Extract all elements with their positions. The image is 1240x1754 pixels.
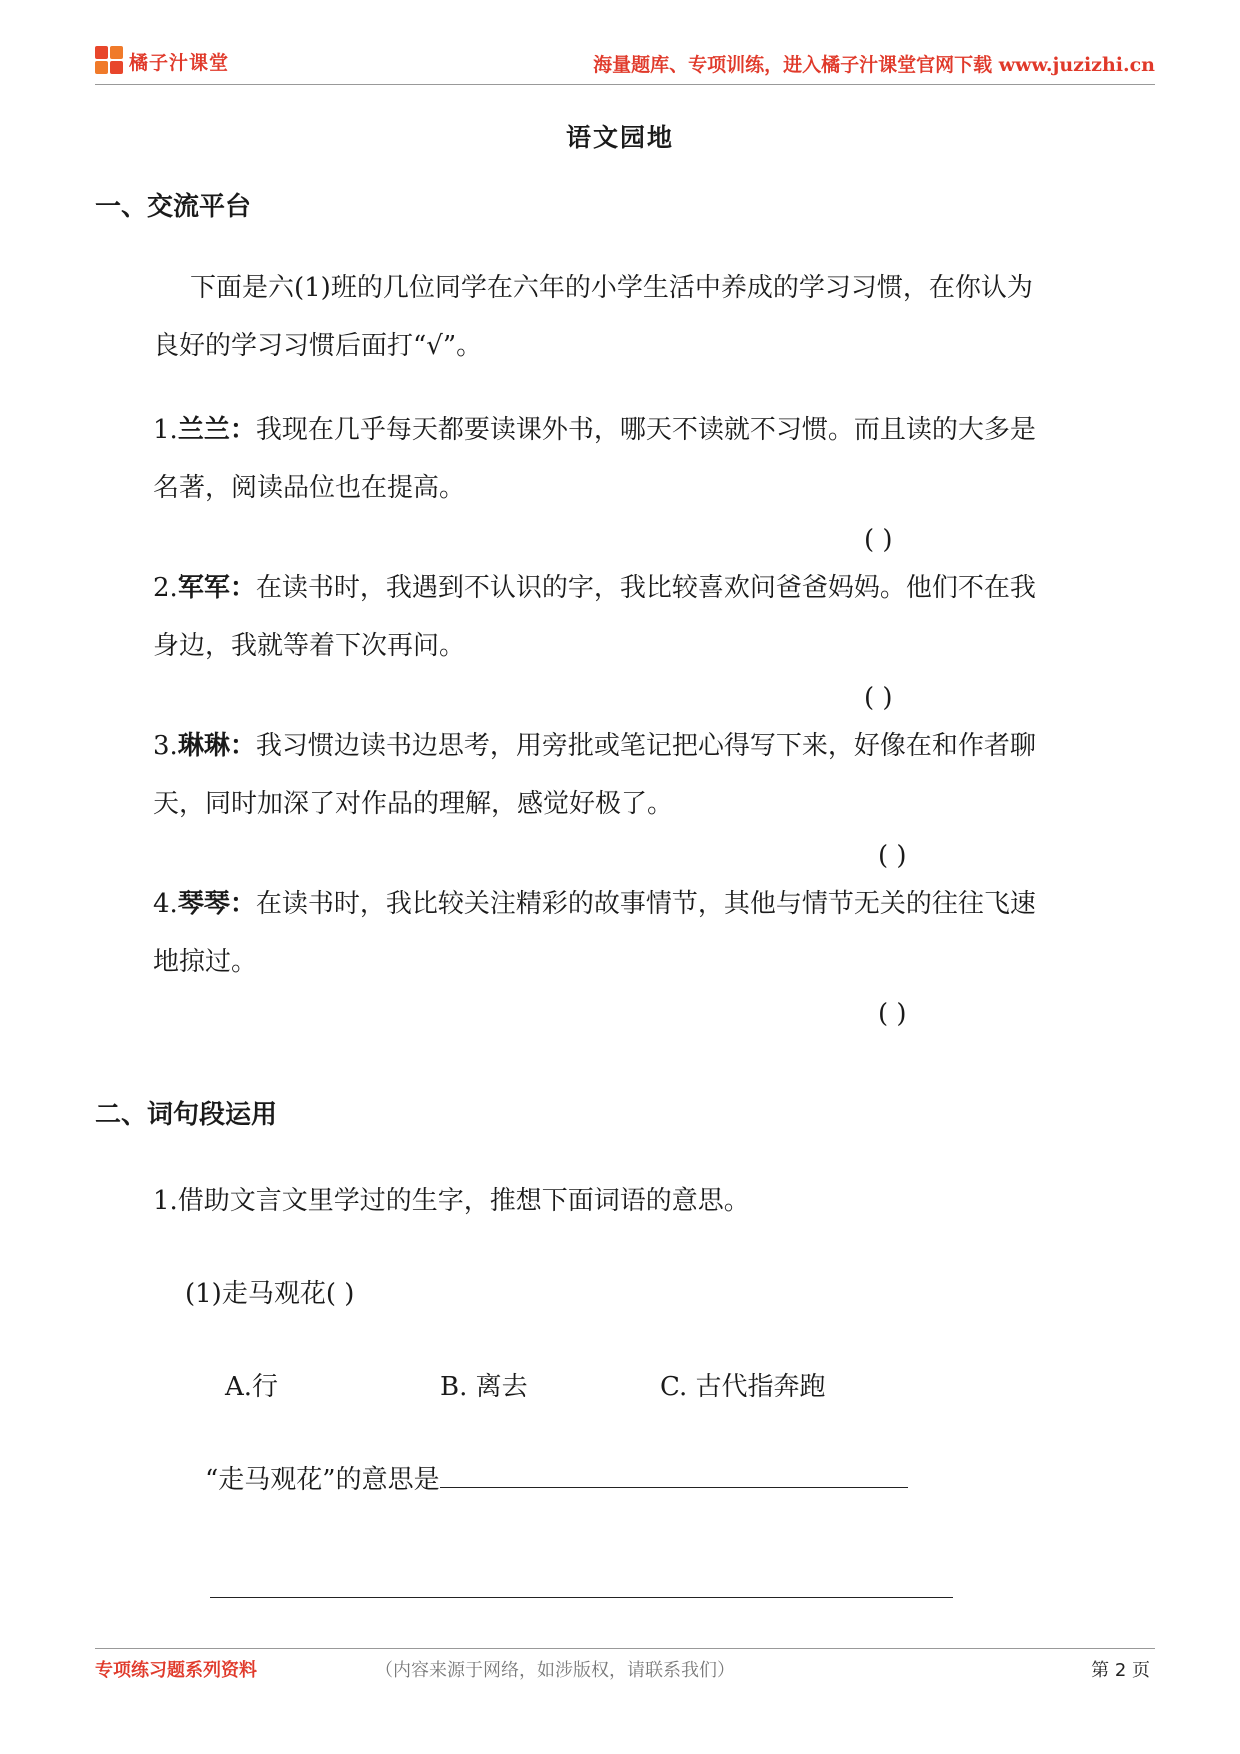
option-a: A.行 (225, 1372, 279, 1402)
meaning-prompt (205, 1451, 908, 1509)
item1-name: 兰兰： (177, 415, 256, 445)
item1-answer-parens[interactable]: ( ) (864, 525, 893, 555)
item4-text: 在读书时，我比较关注精彩的故事情节，其他与情节无关的往往飞速 (255, 889, 1036, 919)
section1-intro-line2: 良好的学习习惯后面打“√”。 (153, 331, 483, 361)
logo-text: 橘子汁课堂 (129, 51, 230, 74)
item4-answer-parens[interactable]: ( ) (878, 999, 907, 1029)
item2-answer-parens[interactable]: ( ) (864, 683, 893, 713)
item3-line2: 天，同时加深了对作品的理解，感觉好极了。 (153, 789, 674, 819)
option-b: B. 离去 (440, 1372, 528, 1402)
item2-number: 2. (153, 573, 178, 603)
section2-sub-question1: (1)走马观花( ) (185, 1279, 355, 1309)
meaning-prompt-text: “走马观花”的意思是 (205, 1465, 440, 1495)
item3-name: 琳琳： (177, 731, 256, 761)
item2-text: 在读书时，我遇到不认识的字，我比较喜欢问爸爸妈妈。他们不在我 (255, 573, 1036, 603)
item2-name: 军军： (177, 573, 256, 603)
item2-line1 (153, 559, 1036, 617)
section2-question1: 1.借助文言文里学过的生字，推想下面词语的意思。 (153, 1186, 750, 1216)
footer-series-label: 专项练习题系列资料 (95, 1660, 257, 1681)
item1-text: 我现在几乎每天都要读课外书，哪天不读就不习惯。而且读的大多是 (255, 415, 1036, 445)
item2-line2: 身边，我就等着下次再问。 (153, 631, 466, 661)
brand-logo (95, 46, 229, 76)
item4-number: 4. (153, 889, 178, 919)
header-divider (95, 84, 1155, 85)
item4-line2: 地掠过。 (153, 947, 258, 977)
section2-heading: 二、词句段运用 (95, 1100, 278, 1130)
item4-name: 琴琴： (177, 889, 256, 919)
item3-text: 我习惯边读书边思考，用旁批或笔记把心得写下来，好像在和作者聊 (255, 731, 1036, 761)
item1-line2: 名著，阅读品位也在提高。 (153, 473, 466, 503)
page-title: 语文园地 (565, 123, 674, 152)
item1-number: 1. (153, 415, 178, 445)
page-number: 第 2 页 (1091, 1660, 1150, 1681)
header-slogan: 海量题库、专项训练，进入橘子汁课堂官网下载 www.juzizhi.cn (593, 54, 1155, 76)
item3-answer-parens[interactable]: ( ) (878, 841, 907, 871)
section1-heading: 一、交流平台 (95, 192, 252, 222)
page-header (95, 40, 1155, 86)
meaning-answer-blank[interactable] (440, 1463, 908, 1488)
answer-line-2[interactable] (210, 1597, 953, 1598)
item1-line1 (153, 401, 1036, 459)
footer-divider (95, 1648, 1155, 1649)
footer-copyright-note: （内容来源于网络，如涉版权，请联系我们） (375, 1660, 735, 1681)
section1-intro-line1: 下面是六(1)班的几位同学在六年的小学生活中养成的学习习惯，在你认为 (190, 273, 1033, 303)
item3-number: 3. (153, 731, 178, 761)
item3-line1 (153, 717, 1036, 775)
item4-line1 (153, 875, 1036, 933)
logo-icon (95, 46, 125, 76)
option-c: C. 古代指奔跑 (660, 1372, 826, 1402)
